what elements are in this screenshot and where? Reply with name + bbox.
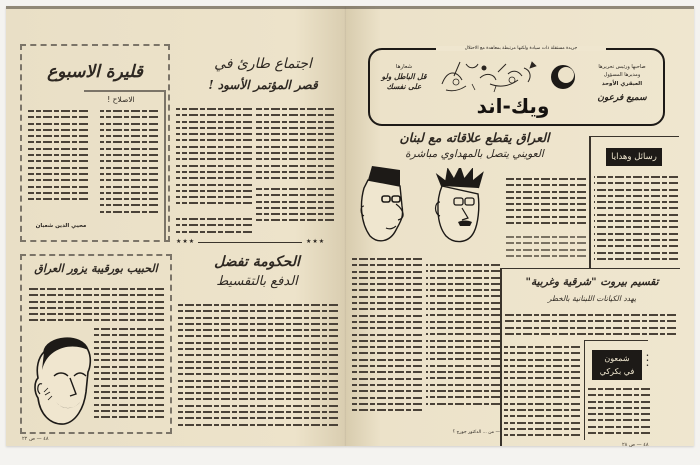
sidebar-top-top-rule [589, 136, 679, 137]
column-byline: محيي الدين شعبان [35, 223, 87, 229]
beirut-headline-2: يهدد الكيانات اللبنانية بالخطر [547, 294, 637, 303]
caricature-portrait-icon [30, 332, 96, 428]
sidebar-bottom-top-rule [584, 340, 648, 341]
sidebar-top-text [594, 174, 678, 266]
lead-text-top-2 [506, 234, 586, 262]
sidebar-top-divider [589, 136, 591, 268]
article-top-text-left [176, 106, 252, 216]
column-right-rule [164, 90, 166, 240]
column-box [20, 44, 170, 242]
sidebar-bottom-dots: • • • [646, 353, 649, 369]
masthead-box [368, 48, 665, 126]
beirut-left-rule [500, 268, 502, 446]
sidebar-bottom-tag-line1: شمعون [604, 354, 630, 363]
right-page-number: ٤٨ — ص ٢٨ [622, 442, 649, 448]
masthead-slogan-1: قل الباطل ولو [381, 72, 427, 81]
article-top-text-right-2 [256, 186, 334, 230]
column-title-rule [84, 90, 164, 92]
left-page [6, 6, 346, 446]
lead-headline-2: العويني يتصل بالمهداوي مباشرة [405, 148, 544, 160]
column-title: قليرة الاسبوع [47, 62, 143, 82]
lead-text-top [506, 176, 586, 232]
interview-text-right [426, 262, 500, 412]
sidebar-bottom-tag [592, 350, 642, 380]
column-text-left [28, 108, 88, 208]
masthead-tagline: جريدة مستقلة ذات سيادة ولكنها مرتبطة بمعاهدة مع الاحتلال [436, 46, 606, 51]
column-text-right [100, 108, 158, 218]
separator-rule [198, 242, 302, 243]
caricature-side-text [92, 326, 164, 426]
beirut-headline-1: تقسيم بيروت "شرقية وغربية" [525, 276, 659, 288]
interview-text-left [350, 256, 422, 416]
sidebar-bottom-left-rule [584, 340, 585, 440]
masthead-title: ويك-اند [476, 94, 550, 118]
masthead-moon-logo-icon [550, 64, 576, 90]
article-top-headline-1: اجتماع طارئ في [214, 56, 312, 72]
masthead-slogan-2: على نفسك [386, 82, 422, 91]
masthead-owner-name: سميع فرعون [597, 93, 647, 103]
lead-headline-1: العراق يقطع علاقاته مع لبنان [399, 130, 550, 145]
caricature-fez-man-icon [356, 166, 406, 246]
article-top-text-left-2 [176, 216, 252, 236]
separator-stars-left: ★★★ [176, 238, 196, 245]
page-edge [6, 6, 346, 9]
column-subhead: الاصلاح ! [107, 95, 135, 104]
beirut-text-col [504, 344, 580, 440]
masthead-owner-2: ومديرها المسؤول [603, 72, 641, 78]
sidebar-top-tag: رسائل وهدايا [606, 148, 662, 166]
sidebar-bottom-tag-line2: في بكركي [599, 367, 635, 376]
separator-stars-right: ★★★ [306, 238, 326, 245]
masthead-owner-1: صاحبها ورئيس تحريرها [598, 64, 646, 70]
page-edge [346, 6, 694, 9]
masthead-slogan-label: شعارها [395, 64, 413, 70]
caricature-intro-text [28, 286, 164, 324]
article-bottom-headline-2: الدفع بالتقسيط [216, 274, 298, 289]
beirut-top-rule [500, 268, 680, 269]
article-top-headline-2: قصر المؤتمر الأسود ! [208, 78, 318, 92]
right-page [346, 6, 694, 446]
sidebar-bottom-text [588, 386, 650, 436]
article-bottom-text [178, 302, 338, 432]
masthead-owner-3: العبقري الأوحد [601, 81, 643, 87]
article-bottom-headline-1: الحكومة تفضل [214, 254, 300, 270]
caricature-title: الحبيب بورقيبة يزور العراق [34, 262, 158, 275]
caricature-box [20, 254, 172, 434]
interview-signoff: — من ... الدكتور جورج ؟ [452, 430, 500, 435]
magazine-spread [6, 6, 694, 454]
article-top-text-right [256, 106, 334, 186]
beirut-text-top [504, 312, 676, 338]
left-page-number: ٤٨ — ص ٢٢ [22, 436, 49, 442]
caricature-spiky-hair-man-icon [432, 168, 488, 248]
masthead-illustration-icon [436, 54, 556, 98]
